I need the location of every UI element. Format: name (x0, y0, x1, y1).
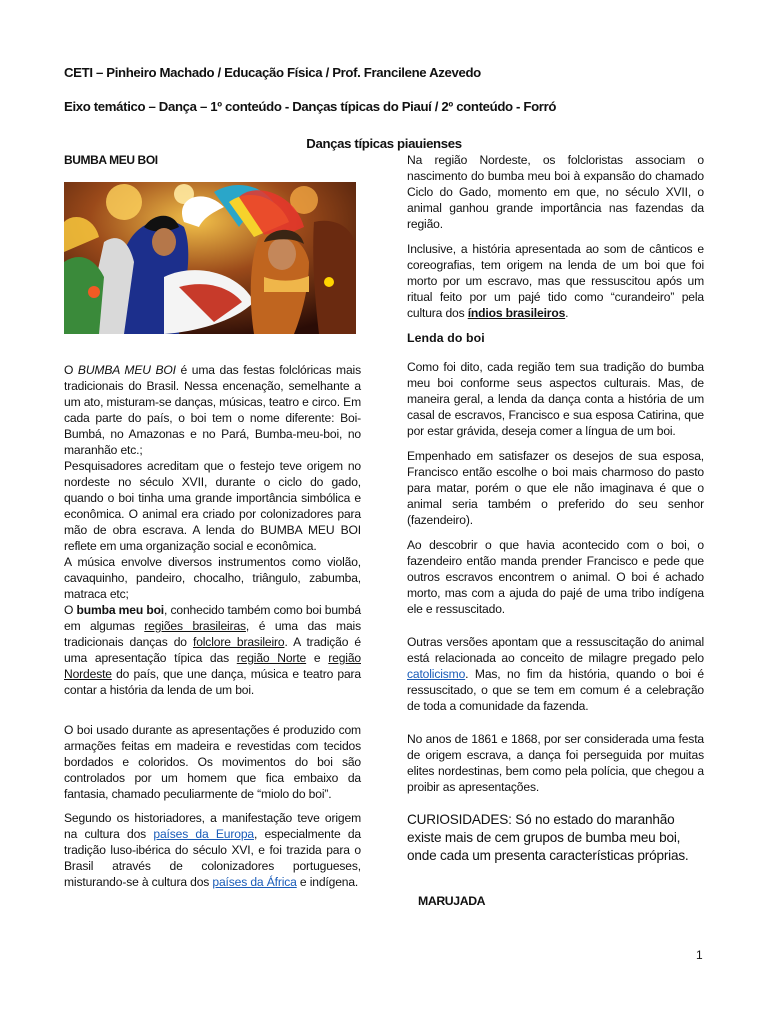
text: Inclusive, a história apresentada ao som de cânticos e coreografias, tem origem na lenda de um boi que foi morto por um escravo, mas que ressuscitou após um ritual feito por um pajé tido como “curandeiro” pela cultura dos (407, 242, 704, 320)
text: é uma das festas folclóricas mais tradicionais do Brasil. Nessa encenação, semelhante a um ato, misturam-se danças, músicas, teatro e circo. Em cada parte do país, o boi tem o nome diferente: Boi-Bumbá, no Amazonas e no Pará, Bumba-meu-boi, no maranhão etc.; (64, 363, 361, 457)
page-title: Danças típicas piauienses (306, 136, 462, 151)
link-catolicismo[interactable]: catolicismo (407, 667, 466, 681)
bumba-meu-boi-italic: BUMBA MEU BOI (77, 363, 176, 377)
section-heading-bumba-meu-boi: BUMBA MEU BOI (64, 153, 158, 167)
text: . (565, 306, 569, 320)
paragraph: Ao descobrir o que havia acontecido com o boi, o fazendeiro então manda prender Francisco e pede que outros escravos encontrem o animal. O boi é achado morto, mas com a ajuda do pajé de uma tribo indígena ele e ressuscitado. (407, 538, 704, 616)
paragraph (407, 634, 704, 714)
right-column (407, 152, 704, 865)
text: , especialmente da tradição luso-ibérica do século XVI, e foi trazida para o Brasil através de colonizadores portugueses, misturando-se à cultura dos (64, 827, 361, 889)
left-column (64, 362, 361, 890)
paragraph: Pesquisadores acreditam que o festejo teve origem no nordeste no século XVII, durante o ciclo do gado, quando o boi tinha uma grande importância simbólica e econômica. O animal era criado por colonizadores para mão de obra escrava. A lenda do BUMBA MEU BOI reflete em uma organização social e econômica. (64, 459, 361, 553)
text: do país, que une dança, música e teatro para contar a história da lenda de um boi. (64, 667, 361, 697)
link-regiao-norte[interactable]: região Norte (236, 651, 307, 665)
link-regiao-nordeste[interactable]: região Nordeste (64, 651, 361, 681)
festival-dancers-image (64, 182, 356, 334)
text: O (64, 363, 78, 377)
section-heading-lenda-do-boi: Lenda do boi (407, 331, 485, 345)
link-regioes-brasileiras[interactable]: regiões brasileiras (144, 619, 246, 633)
text: Segundo os historiadores, a manifestação teve origem na cultura dos (64, 811, 361, 841)
link-paises-da-africa[interactable]: países da África (212, 875, 297, 889)
text: . A tradição é uma apresentação típica das (64, 635, 361, 665)
text: , é uma das mais tradicionais danças do (64, 619, 361, 649)
curiosidades-note: CURIOSIDADES: Só no estado do maranhão existe mais de cem grupos de bumba meu boi, onde cada um presenta características próprias. (407, 812, 689, 863)
paragraph: A música envolve diversos instrumentos como violão, cavaquinho, pandeiro, chocalho, triângulo, zabumba, matraca etc; (64, 555, 361, 601)
text: , conhecido também como boi bumbá em algumas (64, 603, 361, 633)
text: e (306, 651, 329, 665)
header-line-1: CETI – Pinheiro Machado / Educação Física / Prof. Francilene Azevedo (64, 65, 481, 80)
link-indios-brasileiros[interactable]: índios brasileiros (467, 306, 566, 320)
header-line-2: Eixo temático – Dança – 1º conteúdo - Danças típicas do Piauí / 2º conteúdo - Forró (64, 99, 557, 114)
text: O (64, 603, 77, 617)
section-heading-marujada: MARUJADA (418, 894, 486, 908)
paragraph: O boi usado durante as apresentações é produzido com armações feitas em madeira e revestidas com tecidos bordados e coloridos. Os movimentos do boi são controlados por um homem que fica embaixo da fantasia, chamado peculiarmente de “miolo do boi”. (64, 723, 361, 801)
paragraph (64, 810, 361, 890)
bumba-meu-boi-bold: bumba meu boi (76, 603, 165, 617)
paragraph: Como foi dito, cada região tem sua tradição do bumba meu boi conforme seus aspectos culturais. Mas, de maneira geral, a lenda da dança conta a história de um casal de escravos, Francisco e sua esposa Catirina, que por estar grávida, deseja comer a língua de um boi. (407, 360, 704, 438)
link-paises-da-europa[interactable]: países da Europa (153, 827, 254, 841)
paragraph (64, 362, 361, 458)
text: e indígena. (296, 875, 359, 889)
paragraph (407, 241, 704, 321)
link-folclore-brasileiro[interactable]: folclore brasileiro (192, 635, 285, 649)
page-number: 1 (696, 948, 703, 962)
paragraph: Empenhado em satisfazer os desejos de sua esposa, Francisco então escolhe o boi mais charmoso do pasto para matar, porém o que ele não imaginava é que o animal seria também o preferido do seu senhor (fazendeiro). (407, 449, 704, 527)
text: . Mas, no fim da história, quando o boi é ressuscitado, o que se tem em comum é a celebração de toda a comunidade da fazenda. (407, 667, 704, 713)
text: Outras versões apontam que a ressuscitação do animal está relacionada ao conceito de milagre pregado pelo (407, 635, 704, 665)
paragraph: Na região Nordeste, os folcloristas associam o nascimento do bumba meu boi à expansão do chamado Ciclo do Gado, momento em que, no século XVII, o animal ganhou grande importância nas fazendas da região. (407, 153, 704, 231)
bumba-meu-boi-photo (64, 182, 356, 334)
paragraph (64, 602, 361, 698)
paragraph: No anos de 1861 e 1868, por ser considerada uma festa de origem escrava, a dança foi perseguida por muitas elites nordestinas, bem como pela polícia, que chegou a proibir as apresentações. (407, 732, 704, 794)
